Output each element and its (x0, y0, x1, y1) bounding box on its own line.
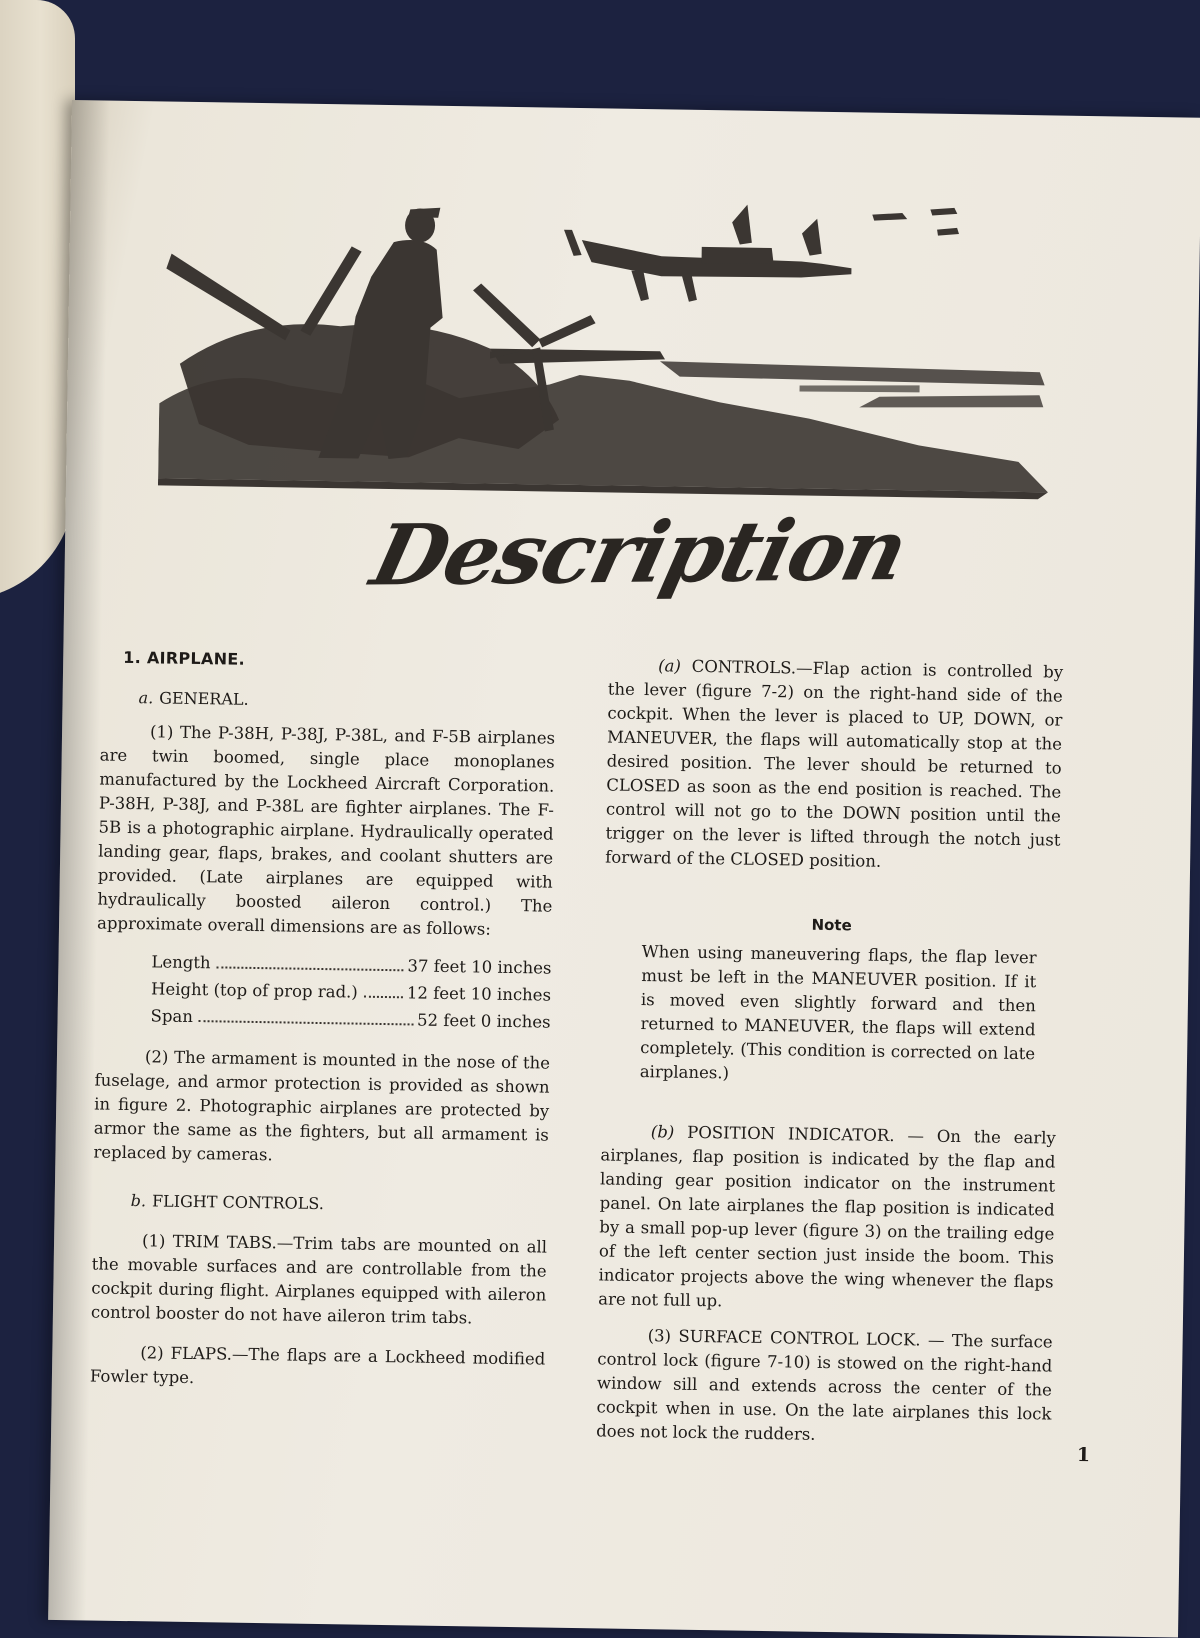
page-title: Description (362, 500, 916, 605)
dimension-label: Span (150, 1006, 194, 1027)
general-paragraph-2: (2) The armament is mounted in the nose of the fuselage, and armor protection is provided as shown in figure 2. Photographic airplanes are protected by armor the same as the fighters, but all armament is replaced by cameras. (93, 1047, 551, 1165)
position-indicator-text: POSITION INDICATOR. — On the early airplanes, flap position is indicated by the flap and landing gear position indicator on the instrument panel. On late airplanes the flap position is indicated by a small pop-up lever (figure 3) on the trailing edge of the left center section just inside the boom. This indicator projects above the wing whenever the flaps are not full up. (598, 1122, 1056, 1311)
right-column (596, 653, 1063, 1450)
facing-page-edge (0, 0, 75, 600)
header-illustration (158, 193, 1053, 507)
subheading-general-letter: a. (138, 688, 154, 708)
page-number: 1 (1076, 1443, 1091, 1467)
subheading-flight-controls-label: FLIGHT CONTROLS. (151, 1191, 325, 1214)
subheading-flight-controls (131, 1189, 548, 1220)
dimensions-table (150, 950, 551, 1037)
position-indicator-letter: (b) (650, 1122, 675, 1142)
left-column (90, 646, 557, 1396)
dimension-value: 37 feet 10 inches (407, 956, 552, 978)
dimension-label: Length (151, 952, 211, 973)
controls-text: CONTROLS.—Flap action is controlled by the lever (figure 7-2) on the right-hand side of the cockpit. When the lever is placed to UP, DOWN, or MANEUVER, the flaps will automatically stop at the desired position. The lever should be returned to CLOSED as soon as the end position is reached. The control will not go to the DOWN position until the trigger on the lever is lifted through the notch just forward of the CLOSED position. (605, 656, 1064, 871)
subheading-flight-controls-letter: b. (130, 1191, 147, 1211)
note-body: When using maneuvering flaps, the flap lever must be left in the MANEUVER position. If it is moved even slightly forward and then returned to MANEUVER, the flaps will extend completely. (This condition is corrected on late airplanes.) (639, 942, 1037, 1083)
manual-page (48, 100, 1200, 1638)
section-heading-airplane: 1. AIRPLANE. (123, 647, 246, 669)
dimension-value: 12 feet 10 inches (406, 983, 552, 1005)
subheading-general-label: GENERAL. (159, 688, 249, 709)
surface-control-lock-paragraph: (3) SURFACE CONTROL LOCK. — The surface control lock (figure 7-10) is stowed on the right-hand window sill and extends across the center of the cockpit when in use. On the late airplanes this lock does not lock the rudders. (596, 1326, 1053, 1444)
general-paragraph-1: (1) The P-38H, P-38J, P-38L, and F-5B airplanes are twin boomed, single place monoplanes manufactured by the Lockheed Aircraft Corporation. P-38H, P-38J, and P-38L are fighter airplanes. The F-5B is a photographic airplane. Hydraulically operated landing gear, flaps, brakes, and coolant shutters are provided. (Late airplanes are equipped with hydraulically boosted aileron control.) The approximate overall dimensions are as follows: (96, 722, 556, 939)
dimension-label: Height (top of prop rad.) (150, 979, 358, 1002)
subheading-general (138, 686, 555, 717)
dimension-row-span (150, 1004, 550, 1037)
position-indicator-paragraph (598, 1119, 1056, 1318)
dimension-value: 52 feet 0 inches (416, 1010, 551, 1032)
controls-letter: (a) (658, 656, 682, 676)
flaps-paragraph: (2) FLAPS.—The flaps are a Lockheed modified Fowler type. (89, 1343, 546, 1388)
trim-tabs-paragraph: (1) TRIM TABS.—Trim tabs are mounted on all the movable surfaces and are controllable from the cockpit during flight. Airplanes equipped with aileron control booster do not have aileron trim tabs. (90, 1231, 548, 1328)
controls-paragraph (605, 653, 1063, 876)
note-title: Note (811, 915, 852, 935)
